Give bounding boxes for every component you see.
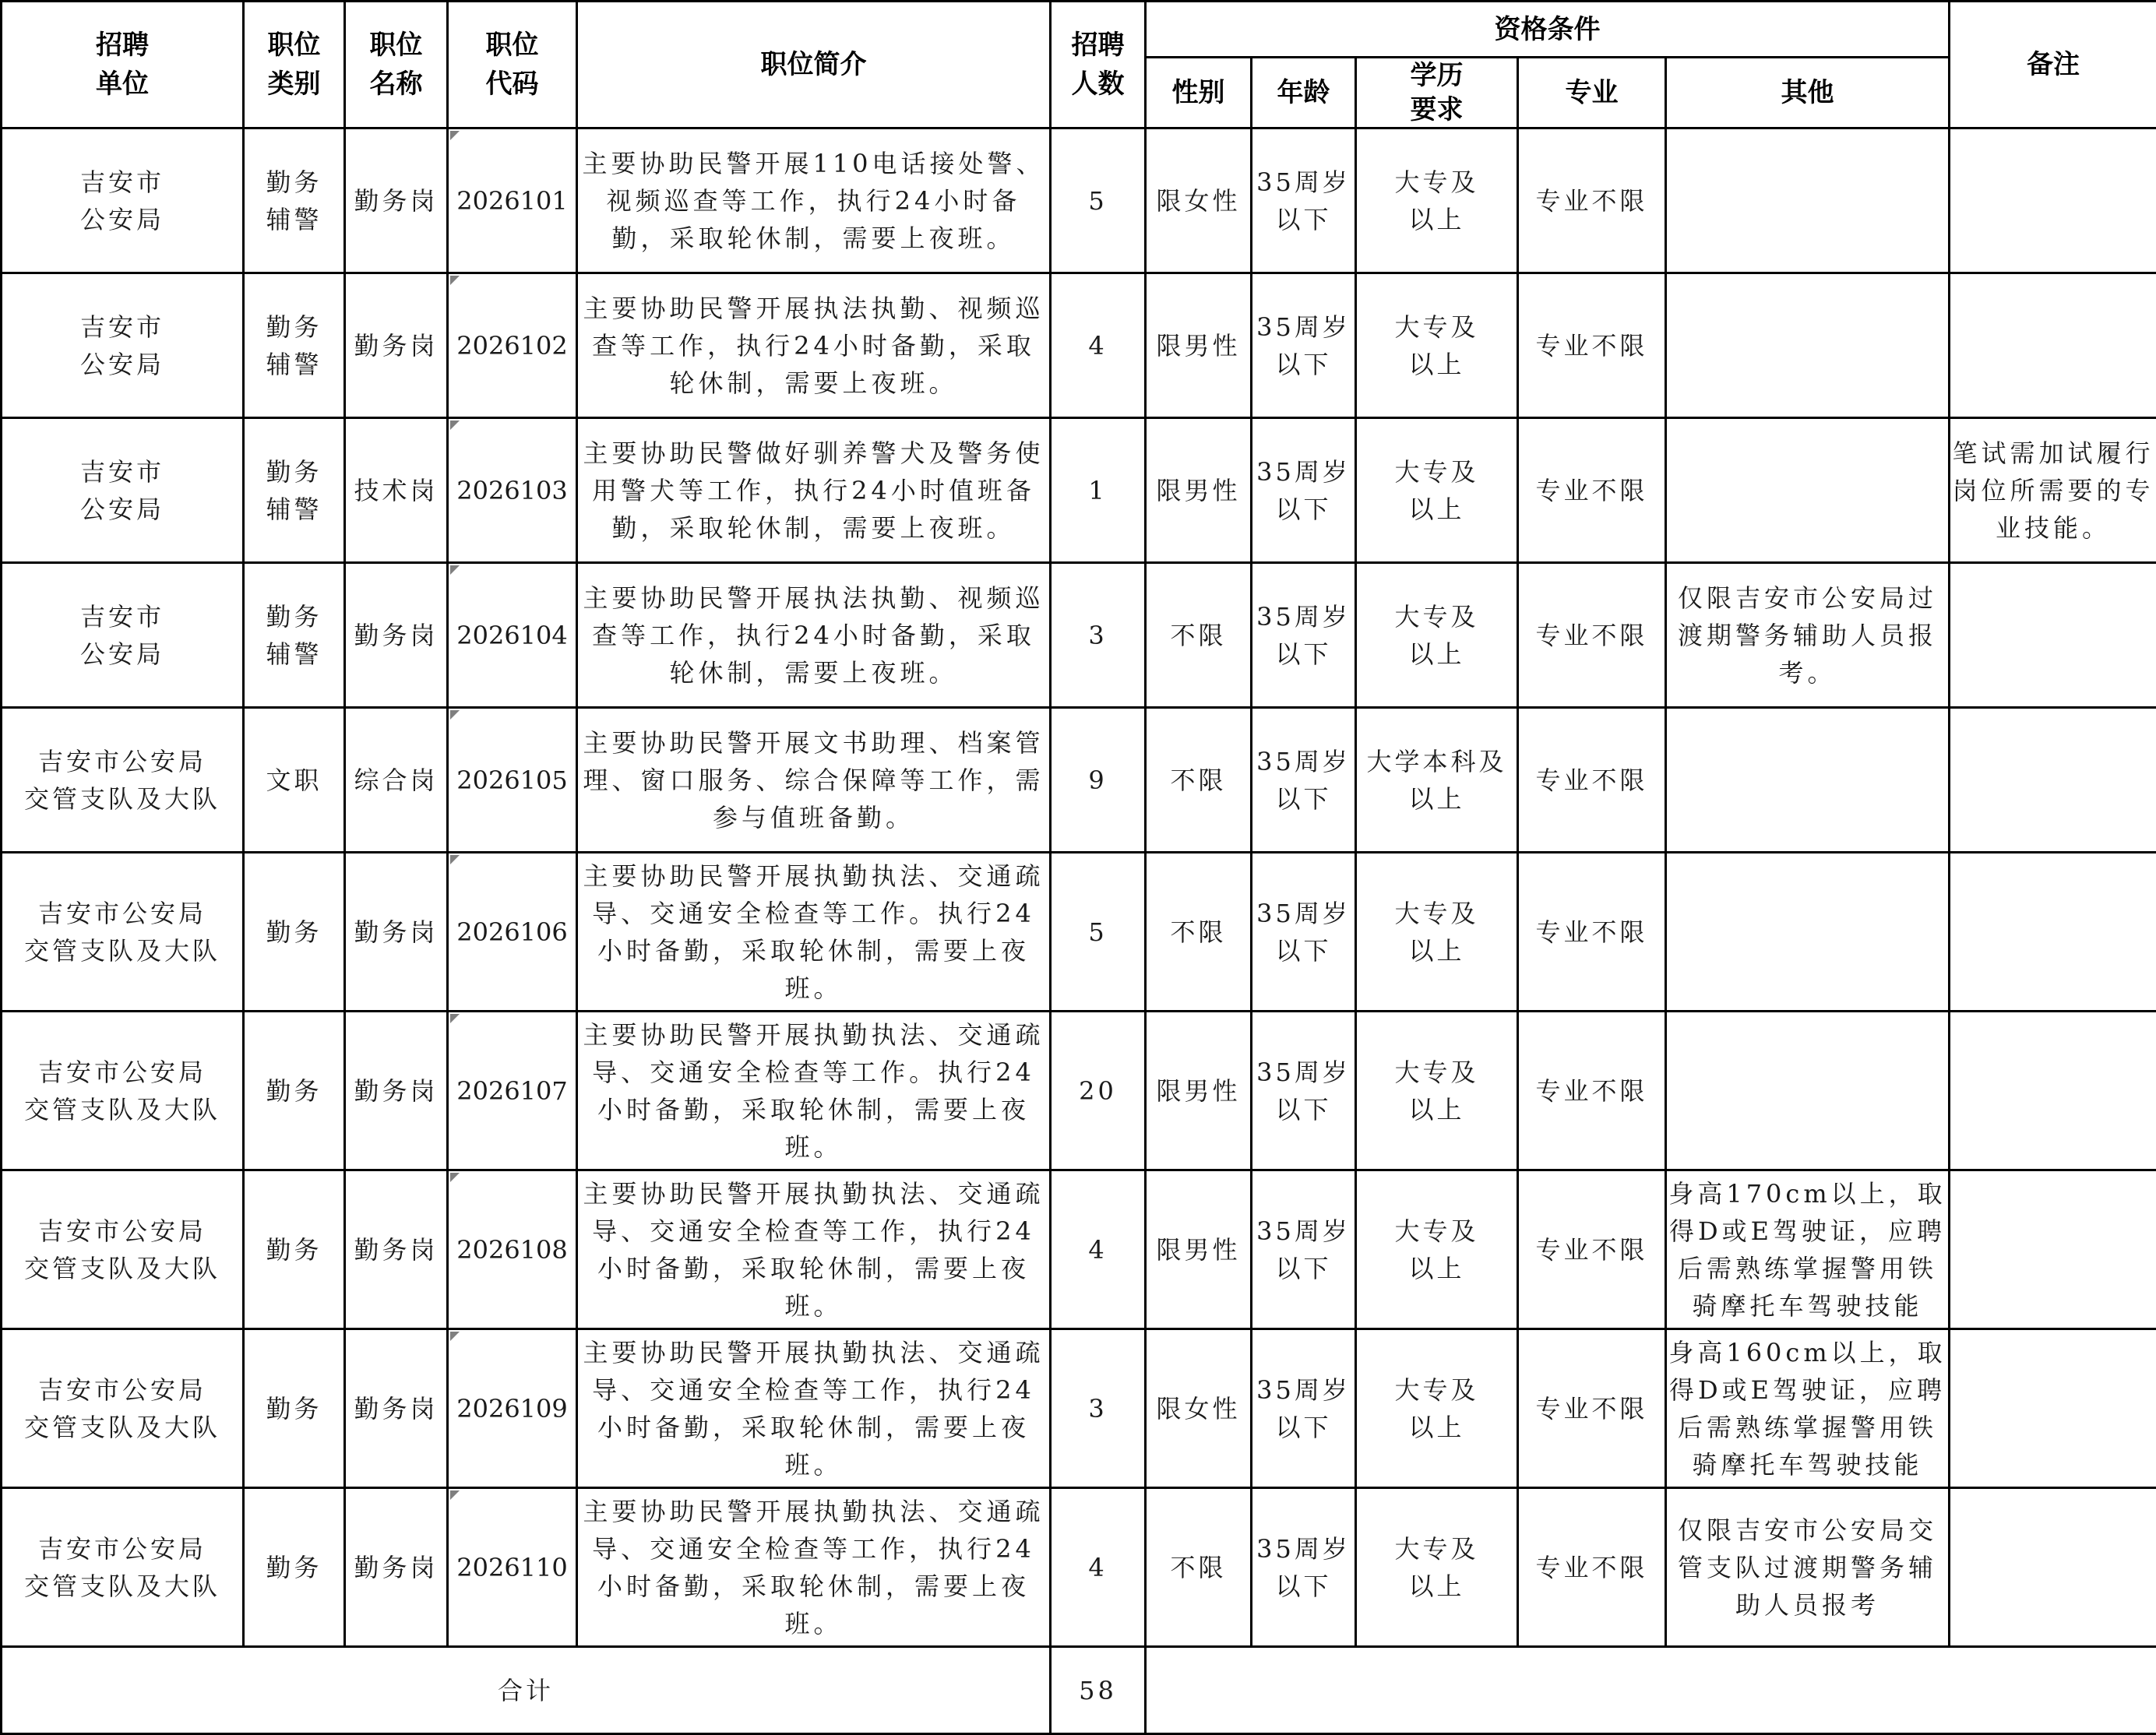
position-code: 2026108 — [456, 1235, 568, 1265]
cell-line: 以下 — [1275, 1571, 1331, 1601]
cell-major: 专业不限 — [1518, 1012, 1666, 1170]
text-number-indicator-icon — [450, 1014, 460, 1023]
cell-line: 勤务 — [266, 917, 322, 947]
cell-line: 大专及 — [1394, 457, 1478, 487]
cell-line: 35周岁 — [1256, 1534, 1351, 1564]
cell-position-name: 勤务岗 — [345, 1488, 448, 1647]
cell-major: 专业不限 — [1518, 1488, 1666, 1647]
cell-count: 3 — [1051, 1329, 1146, 1488]
position-code: 2026101 — [456, 186, 568, 216]
cell-position-name: 勤务岗 — [345, 1329, 448, 1488]
header-count-line1: 招聘 — [1072, 30, 1125, 61]
cell-other: 仅限吉安市公安局过渡期警务辅助人员报考。 — [1666, 563, 1950, 708]
cell-position-name: 勤务岗 — [345, 1012, 448, 1170]
cell-position-name: 勤务岗 — [345, 563, 448, 708]
cell-position-name: 勤务岗 — [345, 273, 448, 418]
cell-description: 主要协助民警开展执勤执法、交通疏导、交通安全检查等工作，执行24小时备勤，采取轮休制，需要上夜班。 — [577, 1488, 1051, 1647]
cell-category — [244, 853, 345, 1012]
cell-gender: 不限 — [1146, 708, 1252, 853]
cell-description: 主要协助民警开展文书助理、档案管理、窗口服务、综合保障等工作，需参与值班备勤。 — [577, 708, 1051, 853]
position-code: 2026109 — [456, 1394, 568, 1424]
cell-gender: 限男性 — [1146, 1012, 1252, 1170]
cell-education — [1356, 1488, 1518, 1647]
cell-count: 4 — [1051, 1170, 1146, 1329]
cell-other — [1666, 1012, 1950, 1170]
header-education-line2: 要求 — [1411, 94, 1464, 125]
cell-major: 专业不限 — [1518, 418, 1666, 563]
cell-description: 主要协助民警开展执法执勤、视频巡查等工作，执行24小时备勤，采取轮休制，需要上夜班。 — [577, 563, 1051, 708]
cell-line: 以下 — [1275, 936, 1331, 966]
cell-age — [1252, 1488, 1356, 1647]
cell-line: 大专及 — [1394, 312, 1478, 342]
text-number-indicator-icon — [450, 131, 460, 140]
table-row — [2, 418, 2156, 563]
position-code: 2026106 — [456, 917, 568, 947]
cell-description: 主要协助民警开展执勤执法、交通疏导、交通安全检查等工作，执行24小时备勤，采取轮休制，需要上夜班。 — [577, 1170, 1051, 1329]
cell-line: 吉安市公安局 — [38, 747, 206, 776]
cell-line: 吉安市 — [80, 457, 164, 487]
header-education — [1356, 58, 1518, 128]
cell-description: 主要协助民警开展执勤执法、交通疏导、交通安全检查等工作。执行24小时备勤，采取轮休制，需要上夜班。 — [577, 1012, 1051, 1170]
cell-line: 35周岁 — [1256, 1216, 1351, 1246]
cell-line: 勤务 — [266, 167, 322, 197]
cell-unit — [2, 853, 244, 1012]
cell-description: 主要协助民警开展执法执勤、视频巡查等工作，执行24小时备勤，采取轮休制，需要上夜班。 — [577, 273, 1051, 418]
cell-line: 大专及 — [1394, 1375, 1478, 1405]
cell-line: 以上 — [1408, 936, 1464, 966]
cell-gender: 限男性 — [1146, 1170, 1252, 1329]
text-number-indicator-icon — [450, 1490, 460, 1500]
cell-line: 大专及 — [1394, 1216, 1478, 1246]
cell-unit — [2, 418, 244, 563]
cell-unit — [2, 1329, 244, 1488]
cell-position-code — [448, 418, 577, 563]
cell-count: 5 — [1051, 853, 1146, 1012]
cell-line: 勤务 — [266, 1076, 322, 1106]
cell-line: 35周岁 — [1256, 457, 1351, 487]
cell-remarks — [1950, 1329, 2156, 1488]
header-age: 年龄 — [1252, 58, 1356, 128]
text-number-indicator-icon — [450, 1173, 460, 1182]
cell-major: 专业不限 — [1518, 273, 1666, 418]
cell-education — [1356, 853, 1518, 1012]
cell-line: 大专及 — [1394, 899, 1478, 928]
cell-line: 辅警 — [266, 639, 322, 669]
cell-position-name: 技术岗 — [345, 418, 448, 563]
cell-position-code — [448, 1170, 577, 1329]
cell-major: 专业不限 — [1518, 1170, 1666, 1329]
table-row — [2, 853, 2156, 1012]
cell-count: 20 — [1051, 1012, 1146, 1170]
cell-line: 辅警 — [266, 205, 322, 234]
cell-line: 公安局 — [80, 350, 164, 379]
header-unit-line2: 单位 — [96, 69, 149, 100]
header-code-line1: 职位 — [486, 30, 539, 61]
cell-age — [1252, 128, 1356, 273]
cell-line: 以上 — [1408, 350, 1464, 379]
text-number-indicator-icon — [450, 855, 460, 864]
cell-description: 主要协助民警做好驯养警犬及警务使用警犬等工作，执行24小时值班备勤，采取轮休制，需要上夜班。 — [577, 418, 1051, 563]
cell-remarks — [1950, 563, 2156, 708]
total-count: 58 — [1051, 1647, 1146, 1734]
cell-remarks — [1950, 853, 2156, 1012]
cell-position-name: 勤务岗 — [345, 1170, 448, 1329]
cell-education — [1356, 128, 1518, 273]
cell-remarks — [1950, 1488, 2156, 1647]
cell-line: 吉安市 — [80, 602, 164, 632]
cell-line: 以上 — [1408, 494, 1464, 524]
cell-remarks: 笔试需加试履行岗位所需要的专业技能。 — [1950, 418, 2156, 563]
table-body — [2, 128, 2156, 1734]
header-name — [345, 2, 448, 128]
cell-education — [1356, 418, 1518, 563]
header-name-line2: 名称 — [370, 69, 423, 100]
cell-other — [1666, 273, 1950, 418]
cell-line: 公安局 — [80, 639, 164, 669]
text-number-indicator-icon — [450, 1332, 460, 1341]
cell-position-code — [448, 128, 577, 273]
cell-category — [244, 1488, 345, 1647]
cell-category — [244, 1012, 345, 1170]
cell-other — [1666, 128, 1950, 273]
cell-major: 专业不限 — [1518, 128, 1666, 273]
cell-major: 专业不限 — [1518, 563, 1666, 708]
cell-category — [244, 128, 345, 273]
header-description: 职位简介 — [577, 2, 1051, 128]
cell-line: 35周岁 — [1256, 747, 1351, 776]
cell-education — [1356, 273, 1518, 418]
header-name-line1: 职位 — [370, 30, 423, 61]
text-number-indicator-icon — [450, 565, 460, 575]
cell-line: 公安局 — [80, 494, 164, 524]
header-other: 其他 — [1666, 58, 1950, 128]
cell-line: 以下 — [1275, 784, 1331, 814]
cell-age — [1252, 563, 1356, 708]
cell-line: 交管支队及大队 — [24, 784, 220, 814]
cell-line: 以下 — [1275, 350, 1331, 379]
cell-major: 专业不限 — [1518, 1329, 1666, 1488]
cell-line: 勤务 — [266, 457, 322, 487]
cell-position-code — [448, 853, 577, 1012]
cell-other: 身高160cm以上，取得D或E驾驶证，应聘后需熟练掌握警用铁骑摩托车驾驶技能 — [1666, 1329, 1950, 1488]
cell-line: 交管支队及大队 — [24, 1254, 220, 1283]
cell-position-code — [448, 708, 577, 853]
cell-line: 交管支队及大队 — [24, 1571, 220, 1601]
cell-category — [244, 418, 345, 563]
cell-position-code — [448, 1488, 577, 1647]
cell-age — [1252, 1329, 1356, 1488]
cell-remarks — [1950, 128, 2156, 273]
header-education-line1: 学历 — [1411, 60, 1464, 91]
cell-line: 吉安市公安局 — [38, 899, 206, 928]
header-code — [448, 2, 577, 128]
position-code: 2026102 — [456, 331, 568, 361]
header-gender: 性别 — [1146, 58, 1252, 128]
position-code: 2026103 — [456, 476, 568, 505]
cell-gender: 不限 — [1146, 1488, 1252, 1647]
cell-line: 以下 — [1275, 1254, 1331, 1283]
cell-position-name: 勤务岗 — [345, 853, 448, 1012]
cell-line: 以下 — [1275, 1095, 1331, 1124]
cell-line: 大专及 — [1394, 167, 1478, 197]
cell-other — [1666, 708, 1950, 853]
cell-category — [244, 708, 345, 853]
cell-line: 以下 — [1275, 494, 1331, 524]
cell-age — [1252, 273, 1356, 418]
table-header — [2, 2, 2156, 128]
cell-category — [244, 563, 345, 708]
cell-line: 以上 — [1408, 205, 1464, 234]
cell-line: 大学本科及 — [1366, 747, 1506, 776]
cell-line: 以下 — [1275, 1413, 1331, 1442]
header-unit — [2, 2, 244, 128]
table-row — [2, 128, 2156, 273]
cell-age — [1252, 418, 1356, 563]
header-count-line2: 人数 — [1072, 69, 1125, 100]
cell-line: 大专及 — [1394, 1058, 1478, 1087]
cell-line: 辅警 — [266, 494, 322, 524]
cell-remarks — [1950, 708, 2156, 853]
cell-other — [1666, 853, 1950, 1012]
table-row — [2, 708, 2156, 853]
cell-count: 9 — [1051, 708, 1146, 853]
header-count — [1051, 2, 1146, 128]
cell-unit — [2, 708, 244, 853]
cell-education — [1356, 1329, 1518, 1488]
cell-line: 吉安市 — [80, 167, 164, 197]
header-code-line2: 代码 — [486, 69, 539, 100]
cell-count: 4 — [1051, 273, 1146, 418]
cell-line: 吉安市 — [80, 312, 164, 342]
cell-line: 以上 — [1408, 1413, 1464, 1442]
cell-other — [1666, 418, 1950, 563]
cell-other: 仅限吉安市公安局交管支队过渡期警务辅助人员报考 — [1666, 1488, 1950, 1647]
cell-gender: 限男性 — [1146, 273, 1252, 418]
cell-gender: 限女性 — [1146, 1329, 1252, 1488]
cell-position-code — [448, 563, 577, 708]
cell-age — [1252, 708, 1356, 853]
cell-age — [1252, 1012, 1356, 1170]
cell-line: 交管支队及大队 — [24, 1413, 220, 1442]
cell-line: 以下 — [1275, 205, 1331, 234]
total-row — [2, 1647, 2156, 1734]
table-row — [2, 1012, 2156, 1170]
table-row — [2, 1329, 2156, 1488]
position-code: 2026110 — [456, 1553, 568, 1582]
cell-line: 勤务 — [266, 1235, 322, 1265]
cell-line: 以上 — [1408, 1095, 1464, 1124]
header-qualifications: 资格条件 — [1146, 2, 1950, 58]
cell-category — [244, 1170, 345, 1329]
text-number-indicator-icon — [450, 421, 460, 430]
cell-line: 以下 — [1275, 639, 1331, 669]
cell-line: 35周岁 — [1256, 899, 1351, 928]
cell-category — [244, 273, 345, 418]
cell-position-name: 综合岗 — [345, 708, 448, 853]
cell-position-code — [448, 273, 577, 418]
cell-line: 交管支队及大队 — [24, 1095, 220, 1124]
cell-line: 公安局 — [80, 205, 164, 234]
header-category-line2: 类别 — [268, 69, 321, 100]
position-code: 2026107 — [456, 1076, 568, 1106]
cell-gender: 限女性 — [1146, 128, 1252, 273]
position-code: 2026104 — [456, 621, 568, 650]
table-row — [2, 563, 2156, 708]
cell-major: 专业不限 — [1518, 853, 1666, 1012]
cell-line: 35周岁 — [1256, 312, 1351, 342]
cell-description: 主要协助民警开展执勤执法、交通疏导、交通安全检查等工作。执行24小时备勤，采取轮休制，需要上夜班。 — [577, 853, 1051, 1012]
header-unit-line1: 招聘 — [96, 30, 149, 61]
cell-unit — [2, 1488, 244, 1647]
cell-line: 吉安市公安局 — [38, 1058, 206, 1087]
cell-count: 5 — [1051, 128, 1146, 273]
total-label: 合计 — [2, 1647, 1051, 1734]
table-row — [2, 1488, 2156, 1647]
cell-education — [1356, 1012, 1518, 1170]
cell-education — [1356, 563, 1518, 708]
table-row — [2, 1170, 2156, 1329]
cell-unit — [2, 563, 244, 708]
cell-line: 35周岁 — [1256, 602, 1351, 632]
header-category-line1: 职位 — [268, 30, 321, 61]
cell-line: 大专及 — [1394, 1534, 1478, 1564]
cell-line: 吉安市公安局 — [38, 1534, 206, 1564]
cell-count: 1 — [1051, 418, 1146, 563]
cell-unit — [2, 1012, 244, 1170]
cell-position-code — [448, 1329, 577, 1488]
cell-line: 35周岁 — [1256, 1058, 1351, 1087]
cell-count: 3 — [1051, 563, 1146, 708]
header-remarks: 备注 — [1950, 2, 2156, 128]
position-code: 2026105 — [456, 765, 568, 795]
total-empty — [1146, 1647, 2156, 1734]
cell-count: 4 — [1051, 1488, 1146, 1647]
cell-unit — [2, 128, 244, 273]
cell-line: 勤务 — [266, 1553, 322, 1582]
cell-line: 大专及 — [1394, 602, 1478, 632]
cell-line: 吉安市公安局 — [38, 1375, 206, 1405]
text-number-indicator-icon — [450, 276, 460, 285]
header-major: 专业 — [1518, 58, 1666, 128]
cell-line: 文职 — [266, 765, 322, 795]
cell-position-code — [448, 1012, 577, 1170]
cell-line: 勤务 — [266, 312, 322, 342]
cell-line: 以上 — [1408, 1571, 1464, 1601]
cell-line: 勤务 — [266, 602, 322, 632]
cell-position-name: 勤务岗 — [345, 128, 448, 273]
cell-description: 主要协助民警开展110电话接处警、视频巡查等工作，执行24小时备勤，采取轮休制，需要上夜班。 — [577, 128, 1051, 273]
cell-major: 专业不限 — [1518, 708, 1666, 853]
cell-education — [1356, 708, 1518, 853]
cell-line: 以上 — [1408, 784, 1464, 814]
cell-unit — [2, 1170, 244, 1329]
cell-line: 35周岁 — [1256, 167, 1351, 197]
cell-remarks — [1950, 1012, 2156, 1170]
cell-gender: 不限 — [1146, 853, 1252, 1012]
cell-age — [1252, 853, 1356, 1012]
cell-line: 吉安市公安局 — [38, 1216, 206, 1246]
cell-gender: 限男性 — [1146, 418, 1252, 563]
cell-line: 以上 — [1408, 639, 1464, 669]
cell-remarks — [1950, 1170, 2156, 1329]
cell-remarks — [1950, 273, 2156, 418]
cell-line: 勤务 — [266, 1394, 322, 1424]
cell-education — [1356, 1170, 1518, 1329]
cell-gender: 不限 — [1146, 563, 1252, 708]
cell-line: 以上 — [1408, 1254, 1464, 1283]
cell-category — [244, 1329, 345, 1488]
cell-line: 交管支队及大队 — [24, 936, 220, 966]
cell-age — [1252, 1170, 1356, 1329]
cell-description: 主要协助民警开展执勤执法、交通疏导、交通安全检查等工作，执行24小时备勤，采取轮休制，需要上夜班。 — [577, 1329, 1051, 1488]
text-number-indicator-icon — [450, 710, 460, 720]
cell-other: 身高170cm以上，取得D或E驾驶证，应聘后需熟练掌握警用铁骑摩托车驾驶技能 — [1666, 1170, 1950, 1329]
cell-line: 辅警 — [266, 350, 322, 379]
table-row — [2, 273, 2156, 418]
header-category — [244, 2, 345, 128]
cell-unit — [2, 273, 244, 418]
cell-line: 35周岁 — [1256, 1375, 1351, 1405]
